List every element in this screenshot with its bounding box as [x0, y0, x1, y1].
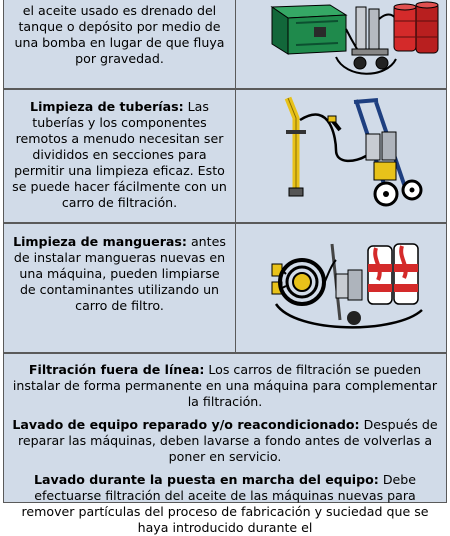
paragraph-heading: Filtración fuera de línea:	[28, 362, 205, 377]
cell-paragraph: Las tuberías y los componentes remotos a menudo necesitan ser divididos en secciones para permitir una limpieza eficaz. Esto se puede hacer fácilmente con un carro de filtración.	[12, 99, 227, 210]
paragraph-offline-filtration	[4, 362, 446, 410]
hose-cleaning-illustration	[236, 224, 446, 352]
cell-heading: Limpieza de tuberías:	[30, 99, 184, 114]
paragraph-text: Después de reparar las máquinas, deben lavarse a fondo antes de volverlas a poner en servicio.	[17, 417, 438, 464]
table-row	[3, 223, 447, 353]
text-block	[3, 353, 447, 535]
table-cell-text	[4, 0, 236, 88]
pipe-cleaning-illustration	[236, 90, 446, 222]
document-page	[3, 0, 447, 535]
table-row	[3, 0, 447, 89]
paragraph-text: Los carros de filtración se pueden instalar de forma permanente en una máquina para complementar la filtración.	[12, 362, 438, 409]
cell-heading: Limpieza de mangueras:	[13, 234, 187, 249]
paragraph-startup-flushing	[4, 472, 446, 536]
pipe-cleaning-picture	[236, 90, 446, 222]
paragraph-heading: Lavado de equipo reparado y/o reacondicionado:	[12, 417, 360, 432]
filter-cart-tank-picture	[236, 0, 446, 88]
paragraph-heading: Lavado durante la puesta en marcha del equipo:	[33, 472, 379, 487]
filter-cart-tank-illustration	[236, 0, 446, 88]
paragraph-text: Debe efectuarse filtración del aceite de las máquinas nuevas para remover partículas del proceso de fabricación y suciedad que se haya introducido durante el	[21, 472, 429, 535]
cell-paragraph: el aceite usado es drenado del tanque o depósito por medio de una bomba en lugar de que fluya por gravedad.	[14, 3, 225, 66]
table-cell-text	[4, 90, 236, 222]
hose-cleaning-picture	[236, 224, 446, 352]
table-row	[3, 89, 447, 223]
table-cell-text	[4, 224, 236, 352]
paragraph-repaired-equipment	[4, 417, 446, 465]
cell-paragraph: antes de instalar mangueras nuevas en una máquina, pueden limpiarse de contaminantes utilizando un carro de filtro.	[13, 234, 226, 313]
